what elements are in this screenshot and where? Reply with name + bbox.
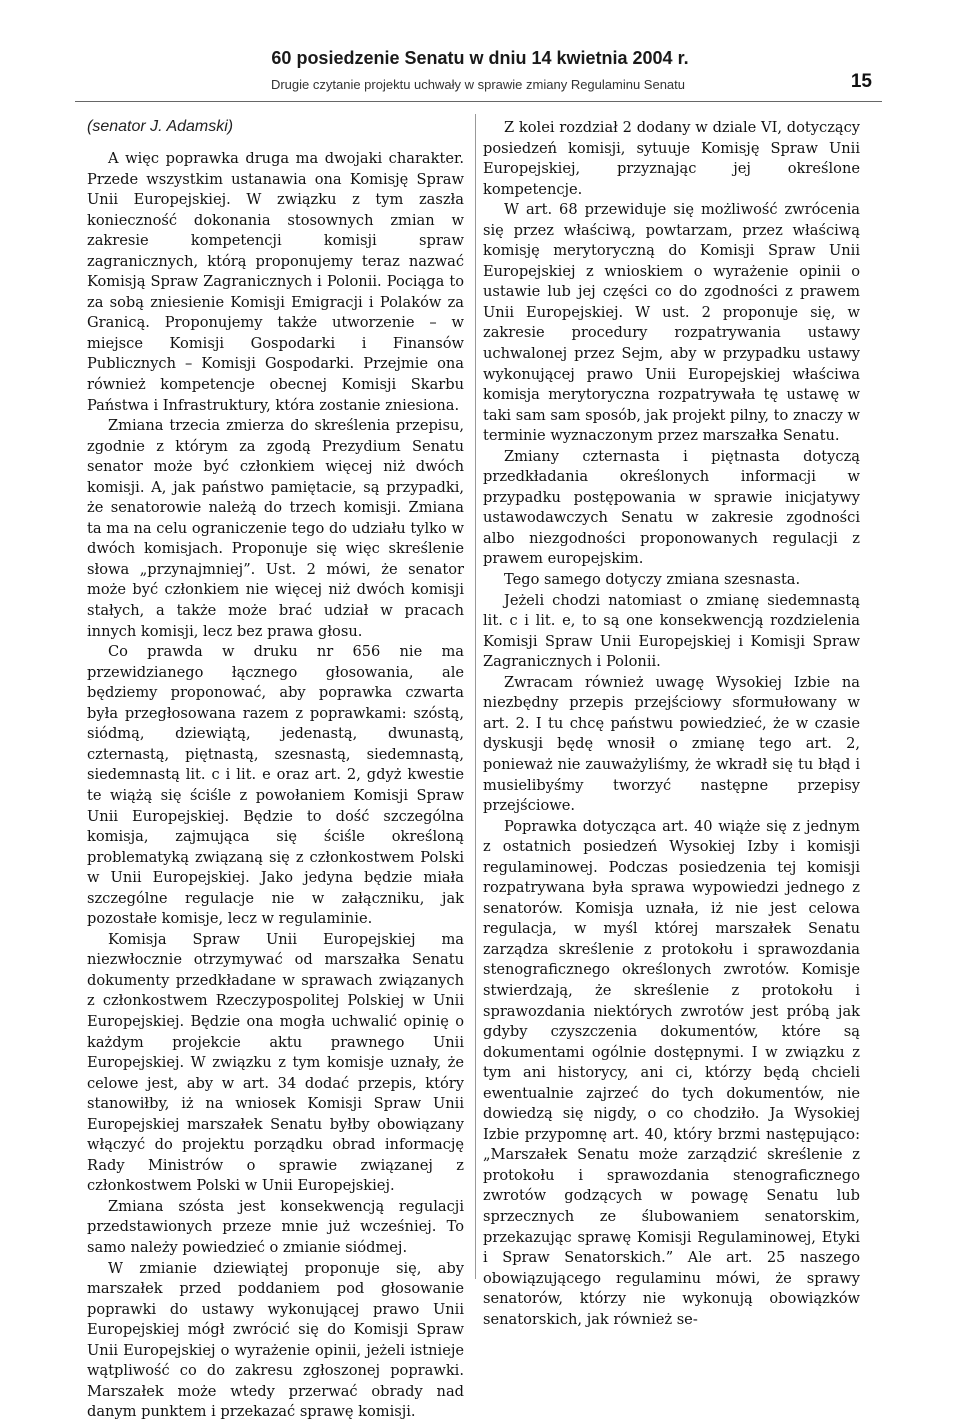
paragraph: Zwracam również uwagę Wysokiej Izbie na niezbędny przepis przejściowy sformułowany w art. 2. I tu chcę państwu powiedzieć, że w czasie dyskusji będę wnosił o zmianę tego art. 2, ponieważ nie zauważyliśmy, że wkradł się tu błąd i musielibyśmy tworzyć następne przepisy przejściowe.	[483, 673, 860, 815]
paragraph: W zmianie dziewiątej proponuje się, aby marszałek przed poddaniem pod głosowanie poprawki do ustawy wykonującej prawo Unii Europejskiej mógł zwrócić się do Komisji Spraw Unii Europejskiej o wyrażenie opinii, jeżeli istnieje wątpliwość co do zakresu zgłoszonej poprawki. Marszałek może wtedy przerwać obrady nad danym punktem i przekazać sprawę komisji.	[87, 1259, 464, 1421]
left-column	[87, 149, 464, 1423]
header-rule	[75, 101, 882, 102]
paragraph: Zmiana trzecia zmierza do skreślenia przepisu, zgodnie z którym za zgodą Prezydium Senatu senator może być członkiem więcej niż dwóch komisji. A, jak państwo pamiętacie, są przypadki, że senatorowie należą do trzech komisji. Zmiana ta ma na celu ograniczenie tego do udziału tylko w dwóch komisjach. Proponuje się więc skreślenie słowa „przynajmniej”. Ust. 2 mówi, że senator może być członkiem nie więcej niż dwóch komisji stałych, a także może brać udział w pracach innych komisji, lecz bez prawa głosu.	[87, 417, 464, 640]
right-column	[483, 118, 860, 1330]
page-number: 15	[850, 71, 872, 92]
paragraph: Co prawda w druku nr 656 nie ma przewidzianego łącznego głosowania, ale będziemy proponować, aby poprawka czwarta była przegłosowana razem z poprawkami: szóstą, siódmą, dziewiątą, jedenastą, dwunastą, czternastą, piętnastą, szesnastą, siedemnastą, siedemnastą lit. c i lit. e oraz art. 2, gdyż kwestie te wiążą się ściśle z powołaniem Komisji Spraw Unii Europejskiej. Będzie to dość szczególna komisja, zajmująca się ściśle określoną problematyką związaną się z członkostwem Polski w Unii Europejskiej. Jako jedyna będzie miała szczególne regulacje nie w załączniku, jak pozostałe komisje, lecz w regulaminie.	[87, 643, 464, 928]
paragraph: Jeżeli chodzi natomiast o zmianę siedemnastą lit. c i lit. e, to są one konsekwencją rozdzielenia Komisji Spraw Unii Europejskiej i Komisji Spraw Zagranicznych i Polonii.	[483, 591, 860, 671]
paragraph: A więc poprawka druga ma dwojaki charakter. Przede wszystkim ustanawia ona Komisję Spraw Unii Europejskiej. W związku z tym zaszła konieczność dokonania stosownych zmian w zakresie kompetencji komisji spraw zagranicznych, którą proponujemy teraz nazwać Komisją Spraw Zagranicznych i Polonii. Pociąga to za sobą zniesienie Komisji Emigracji i Polaków za Granicą. Proponujemy także utworzenie – w miejsce Komisji Gospodarki i Finansów Publicznych – Komisji Gospodarki. Przejmie ona również kompetencje obecnej Komisji Skarbu Państwa i Infrastruktury, która zostanie zniesiona.	[87, 150, 464, 414]
page-header-title: 60 posiedzenie Senatu w dniu 14 kwietnia 2004 r.	[271, 48, 689, 68]
paragraph: W art. 68 przewiduje się możliwość zwrócenia się przez właściwą, powtarzam, przez właściwą komisję merytoryczną do Komisji Spraw Unii Europejskiej z wnioskiem o wyrażenie opinii o ustawie lub jej części co do zgodności z prawem Unii Europejskiej. W ust. 2 proponuje się, w zakresie procedury rozpatrywania ustawy uchwalonej przez Sejm, aby w przypadku ustawy wykonującej prawo Unii Europejskiej właściwa komisja merytoryczna rozpatrywała tę ustawę w taki sam sam sposób, jak projekt pilny, to znaczy w terminie wyznaczonym przez marszałka Senatu.	[483, 201, 860, 445]
paragraph: Tego samego dotyczy zmiana szesnasta.	[504, 571, 801, 589]
page-header-subtitle: Drugie czytanie projektu uchwały w sprawie zmiany Regulaminu Senatu	[270, 77, 686, 92]
paragraph: Z kolei rozdział 2 dodany w dziale VI, dotyczący posiedzeń komisji, sytuuje Komisję Spraw Unii Europejskiej, przyznając jej określone kompetencje.	[483, 119, 860, 198]
speaker-label: (senator J. Adamski)	[87, 118, 234, 135]
paragraph: Poprawka dotycząca art. 40 wiąże się z jednym z ostatnich posiedzeń Wysokiej Izby i komisji regulaminowej. Podczas posiedzenia tej komisji rozpatrywana była sprawa wypowiedzi jednego z senatorów. Komisja uznała, iż nie jest celowa regulacja, w myśl której marszałek Senatu zarządza skreślenie z protokołu i sprawozdania stenograficznego określonych zwrotów. Komisje stwierdzają, że skreślenie z protokołu i sprawozdania niektórych zwrotów jest próbą jak gdyby czyszczenia dokumentów, które są dokumentami ogólnie dostępnymi. I w związku z tym ani historycy, ani ci, którzy będą chcieli ewentualnie zajrzeć do tych dokumentów, nie dowiedzą się nigdy, o co chodziło. Ja Wysokiej Izbie przypomnę art. 40, który brzmi następująco: „Marszałek Senatu może zarządzić skreślenie z protokołu i sprawozdania stenograficznego zwrotów godzących w powagę Senatu lub sprzecznych ze ślubowaniem senatorskim, przekazując sprawę Komisji Regulaminowej, Etyki i Spraw Senatorskich.” Ale art. 25 naszego obowiązującego regulaminu mówi, że sprawy senatorów, którzy nie wykonują obowiązków senatorskich, jak również se-	[483, 817, 860, 1328]
paragraph: Komisja Spraw Unii Europejskiej ma niezwłocznie otrzymywać od marszałka Senatu dokumenty przedkładane w sprawach związanych z członkostwem Rzeczypospolitej Polskiej w Unii Europejskiej. Będzie ona mogła uchwalić opinię o każdym projekcie aktu prawnego Unii Europejskiej. W związku z tym komisje uznały, że celowe jest, aby w art. 34 dodać przepis, który stanowiłby, iż na wniosek Komisji Spraw Unii Europejskiej marszałek Senatu byłby obowiązany włączyć do projektu porządku obrad informację Rady Ministrów o sprawie związanej z członkostwem Polski w Unii Europejskiej.	[87, 930, 464, 1195]
paragraph: Zmiana szósta jest konsekwencją regulacji przedstawionych przeze mnie już wcześniej. To samo należy powiedzieć o zmianie siódmej.	[87, 1197, 464, 1256]
column-divider	[475, 114, 476, 1279]
paragraph: Zmiany czternasta i piętnasta dotyczą przedkładania określonych informacji w przypadku postępowania w sprawie inicjatywy ustawodawczych Senatu w zakresie zgodności albo niezgodności proponowanych regulacji z prawem europejskim.	[483, 447, 860, 568]
